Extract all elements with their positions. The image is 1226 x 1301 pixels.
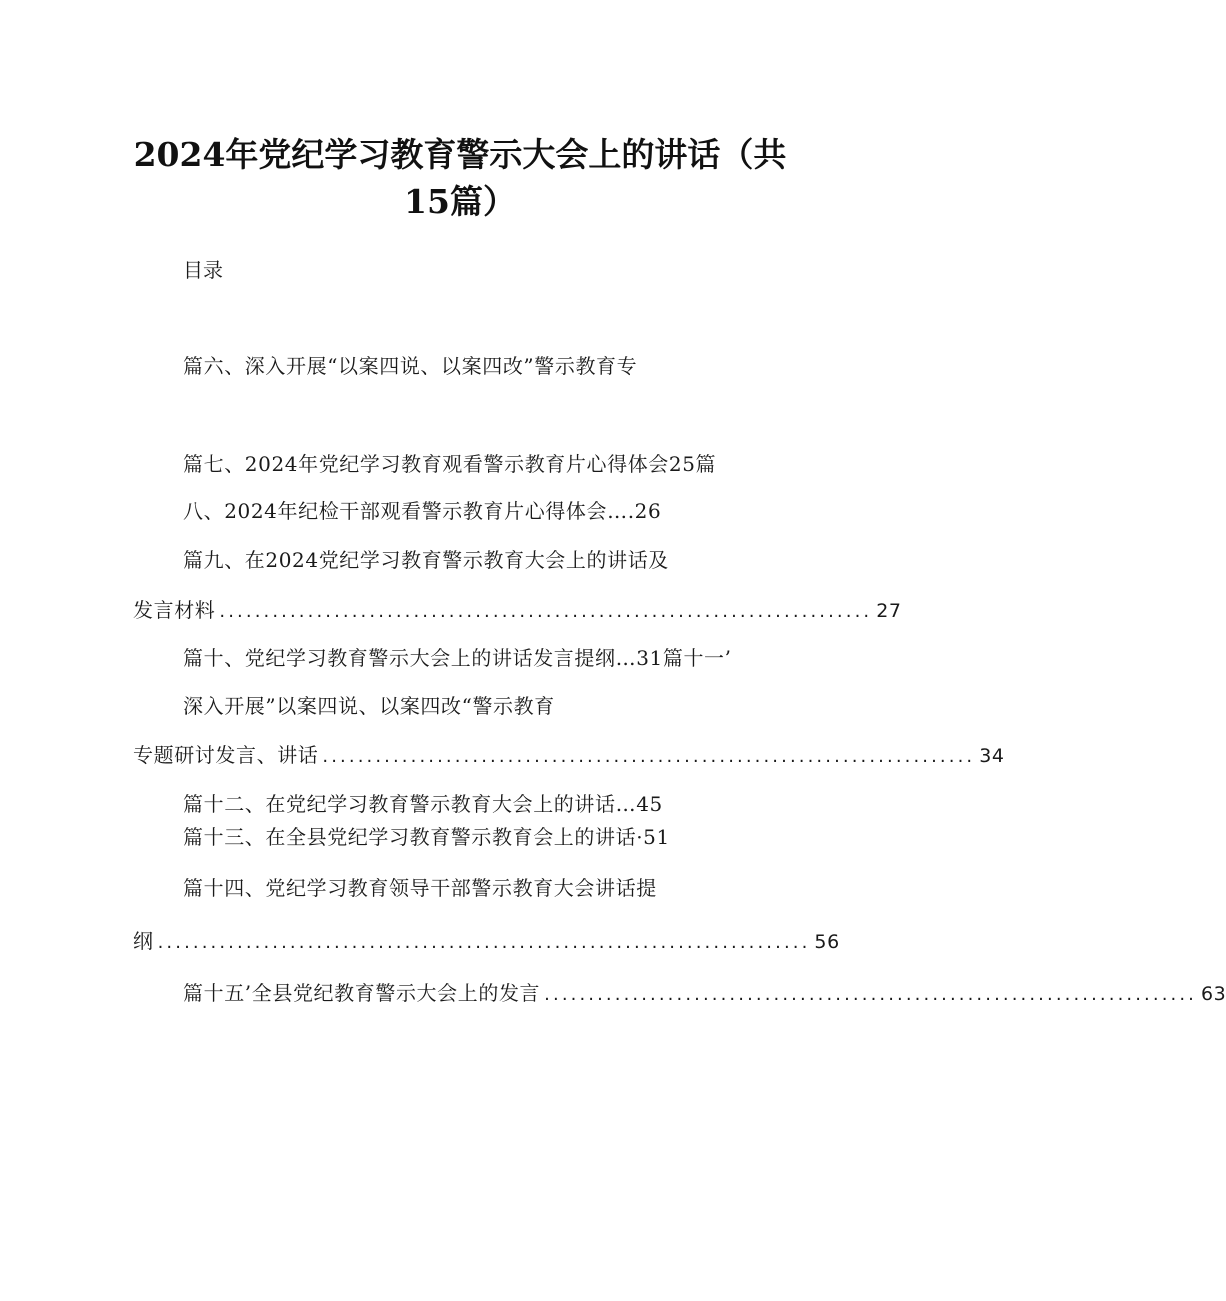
toc-entry-text: 篇十五’全县党纪教育警示大会上的发言	[183, 981, 541, 1005]
toc-entry-14[interactable]: 篇十四、党纪学习教育领导干部警示教育大会讲话提	[183, 876, 657, 900]
toc-heading: 目录	[183, 258, 223, 282]
page-number: 56	[814, 931, 840, 953]
toc-entry-15[interactable]	[183, 979, 1226, 1009]
dot-leader: ..........................................................................	[157, 932, 811, 953]
toc-entry-text: 发言材料	[133, 598, 216, 622]
toc-entry-8[interactable]: 八、2024年纪检干部观看警示教育片心得体会….26	[183, 499, 662, 523]
toc-entry-12[interactable]: 篇十二、在党纪学习教育警示教育大会上的讲话…45	[183, 792, 663, 816]
toc-entry-9[interactable]: 篇九、在2024党纪学习教育警示教育大会上的讲话及	[183, 548, 669, 572]
toc-entry-11[interactable]: 深入开展”以案四说、以案四改“警示教育	[183, 694, 555, 718]
document-title-line-1: 2024年党纪学习教育警示大会上的讲话（共	[133, 135, 787, 174]
toc-entry-text: 纲	[133, 929, 154, 953]
toc-entry-7[interactable]: 篇七、2024年党纪学习教育观看警示教育片心得体会25篇	[183, 452, 717, 476]
toc-entry-14-continuation[interactable]	[133, 927, 840, 957]
dot-leader: ..........................................................................	[219, 601, 873, 622]
toc-entry-10[interactable]: 篇十、党纪学习教育警示大会上的讲话发言提纲…31篇十一’	[183, 646, 732, 670]
toc-entry-9-continuation[interactable]	[133, 596, 902, 626]
dot-leader: ..........................................................................	[322, 746, 976, 767]
toc-entry-text: 专题研讨发言、讲话	[133, 743, 319, 767]
page-number: 34	[979, 745, 1005, 767]
dot-leader: ..........................................................................	[544, 984, 1197, 1005]
document-title-line-2: 15篇）	[404, 182, 516, 221]
page-number: 63	[1200, 983, 1226, 1005]
page-number: 27	[876, 600, 902, 622]
toc-entry-13[interactable]: 篇十三、在全县党纪学习教育警示教育会上的讲话·51	[183, 825, 670, 849]
toc-entry-6[interactable]: 篇六、深入开展“以案四说、以案四改”警示教育专	[183, 354, 638, 378]
toc-entry-11-continuation[interactable]	[133, 741, 1005, 771]
